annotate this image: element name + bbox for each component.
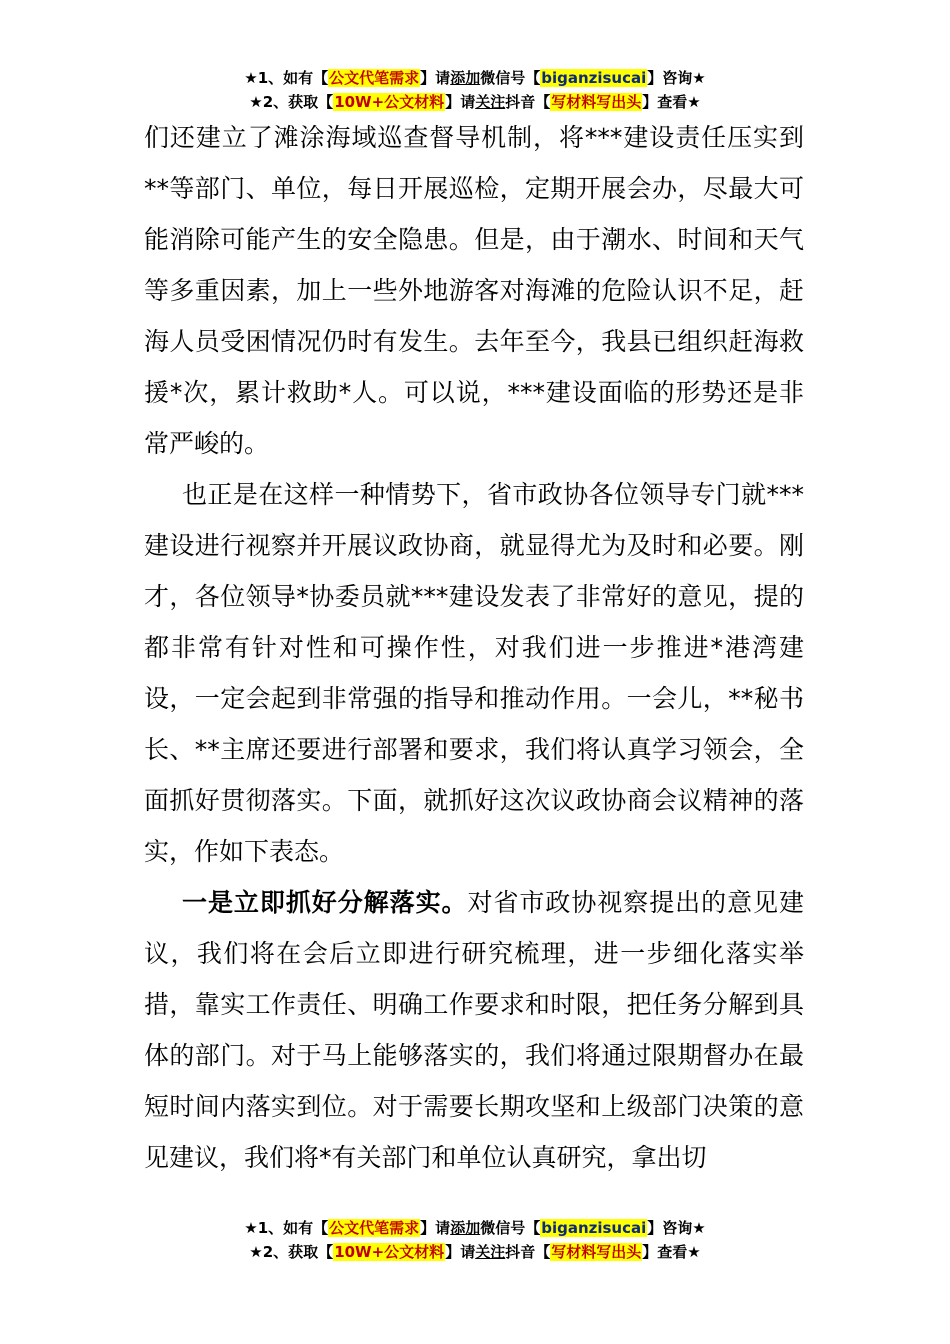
banner-underlined: 添加 <box>450 69 481 87</box>
banner-text: 】查看★ <box>642 93 701 111</box>
banner-highlight: 10W+公文材料 <box>334 1243 445 1261</box>
banner-douyin-id: 写材料写出头 <box>551 93 642 111</box>
banner-text: 】请 <box>420 69 451 87</box>
banner-highlight: 公文代笔需求 <box>329 69 420 87</box>
banner-text: 微信号【 <box>480 1219 541 1237</box>
banner-text: 】请 <box>420 1219 451 1237</box>
banner-line-1 <box>0 1216 950 1240</box>
banner-text: ★1、如有【 <box>244 69 329 87</box>
banner-line-2 <box>0 90 950 114</box>
paragraph-3-text: 对省市政协视察提出的意见建议，我们将在会后立即进行研究梳理，进一步细化落实举措，靠实工作责任、明确工作要求和时限，把任务分解到具体的部门。对于马上能够落实的，我们将通过限期督办在最短时间内落实到位。对于需要长期攻坚和上级部门决策的意见建议，我们将*有关部门和单位认真研究，拿出切 <box>144 888 804 1172</box>
banner-text: ★1、如有【 <box>244 1219 329 1237</box>
document-body <box>144 112 804 1183</box>
paragraph-1: 们还建立了滩涂海域巡查督导机制，将***建设责任压实到**等部门、单位，每日开展巡检，定期开展会办，尽最大可能消除可能产生的安全隐患。但是，由于潮水、时间和天气等多重因素，加上一些外地游客对海滩的危险认识不足，赶海人员受困情况仍时有发生。去年至今，我县已组织赶海救援*次，累计救助*人。可以说，***建设面临的形势还是非常严峻的。 <box>144 123 804 458</box>
banner-text: 】请 <box>445 93 476 111</box>
banner-underlined: 关注 <box>475 93 506 111</box>
paragraph-3 <box>144 877 804 1183</box>
banner-underlined: 关注 <box>475 1243 506 1261</box>
banner-text: 】查看★ <box>642 1243 701 1261</box>
banner-wechat-id: biganzisucai <box>541 69 647 87</box>
banner-line-2 <box>0 1240 950 1264</box>
banner-text: ★2、获取【 <box>249 1243 334 1261</box>
banner-text: ★2、获取【 <box>249 93 334 111</box>
paragraph-3-heading: 一是立即抓好分解落实。 <box>182 888 468 917</box>
banner-highlight: 公文代笔需求 <box>329 1219 420 1237</box>
banner-wechat-id: biganzisucai <box>541 1219 647 1237</box>
banner-douyin-id: 写材料写出头 <box>551 1243 642 1261</box>
banner-text: 微信号【 <box>480 69 541 87</box>
paragraph-2: 也正是在这样一种情势下，省市政协各位领导专门就***建设进行视察并开展议政协商，就显得尤为及时和必要。刚才，各位领导*协委员就***建设发表了非常好的意见，提的都非常有针对性和可操作性，对我们进一步推进*港湾建设，一定会起到非常强的指导和推动作用。一会儿，**秘书长、**主席还要进行部署和要求，我们将认真学习领会，全面抓好贯彻落实。下面，就抓好这次议政协商会议精神的落实，作如下表态。 <box>144 480 804 866</box>
header-banner <box>0 66 950 114</box>
banner-text: 】咨询★ <box>647 69 706 87</box>
footer-banner <box>0 1216 950 1264</box>
banner-text: 抖音【 <box>505 1243 551 1261</box>
banner-text: 】请 <box>445 1243 476 1261</box>
banner-highlight: 10W+公文材料 <box>334 93 445 111</box>
banner-underlined: 添加 <box>450 1219 481 1237</box>
banner-line-1 <box>0 66 950 90</box>
banner-text: 】咨询★ <box>647 1219 706 1237</box>
banner-text: 抖音【 <box>505 93 551 111</box>
